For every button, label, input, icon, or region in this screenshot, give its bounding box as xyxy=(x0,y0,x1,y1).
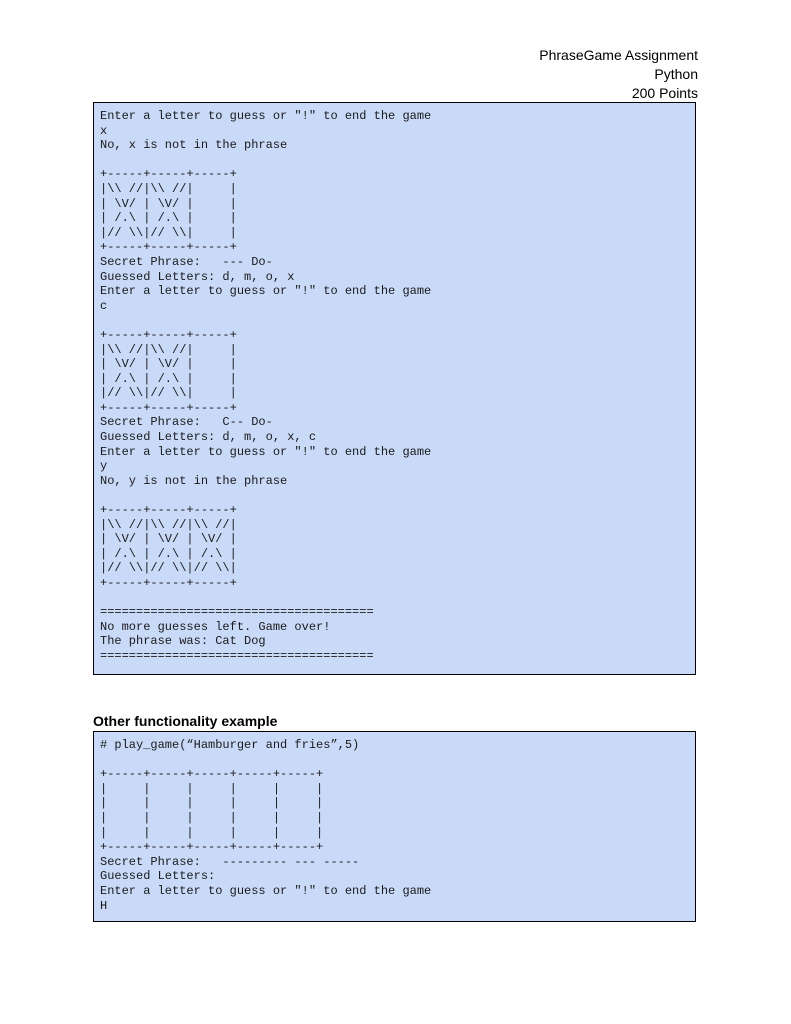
game-output-box xyxy=(93,102,696,675)
document-header xyxy=(539,46,698,103)
section-heading-other-functionality: Other functionality example xyxy=(93,713,278,729)
assignment-title: PhraseGame Assignment xyxy=(539,47,698,63)
points-value: 200 Points xyxy=(631,85,698,101)
example-output-text: # play_game(“Hamburger and fries”,5) +-----+-----+-----+-----+-----+ | | | | | | | | | | | | | | | | | | | | | | | | +-----+-----+-----+-----+-----+ Secret Phrase: --------- --- ----- Guessed Letters: Enter a letter to guess or "!" to end the game H xyxy=(100,738,432,913)
example-output-box xyxy=(93,731,696,922)
game-output-text: Enter a letter to guess or "!" to end the game x No, x is not in the phrase +-----+-----+-----+ |\\ //|\\ //| | | \V/ | \V/ | | | /.\ | /.\ | | |// \\|// \\| | +-----+-----+-----+ Secret Phrase: --- Do- Guessed Letters: d, m, o, x Enter a letter to guess or "!" to end the game c +-----+-----+-----+ |\\ //|\\ //| | | \V/ | \V/ | | | /.\ | /.\ | | |// \\|// \\| | +-----+-----+-----+ Secret Phrase: C-- Do- Guessed Letters: d, m, o, x, c Enter a letter to guess or "!" to end the game y No, y is not in the phrase +-----+-----+-----+ |\\ //|\\ //|\\ //| | \V/ | \V/ | \V/ | | /.\ | /.\ | /.\ | |// \\|// \\|// \\| +-----+-----+-----+ ====================================== No more guesses left. Game over! The phrase was: Cat Dog ====================================== xyxy=(100,109,432,663)
course-language: Python xyxy=(654,66,698,82)
